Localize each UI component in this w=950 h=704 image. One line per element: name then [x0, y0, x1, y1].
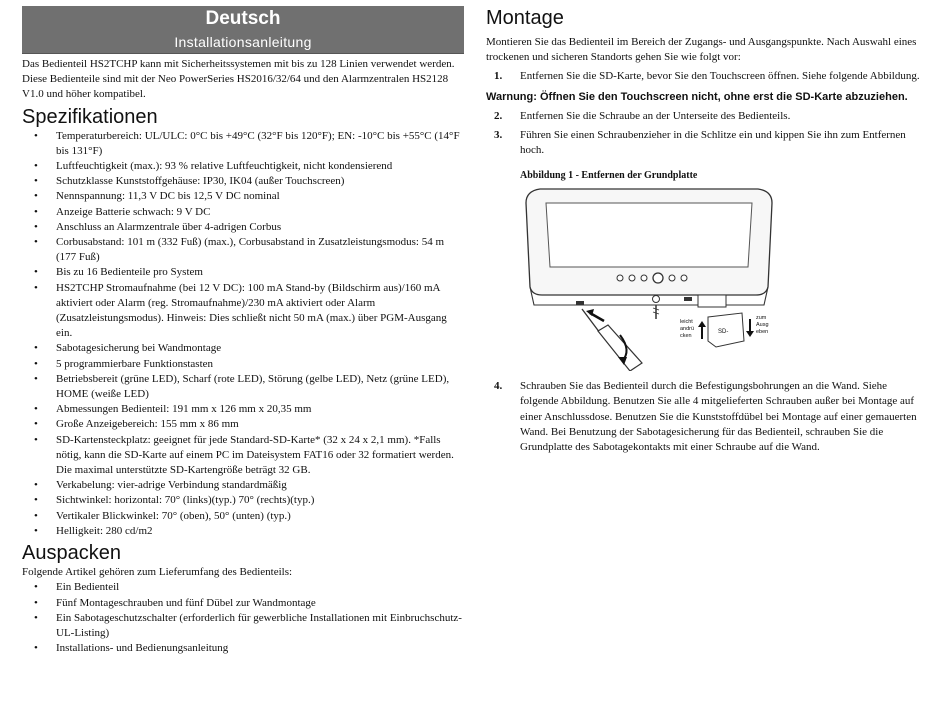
unpack-list	[22, 580, 464, 656]
banner-subtitle: Installationsanleitung	[174, 34, 312, 50]
step-number: 2.	[494, 109, 503, 122]
right-column	[486, 6, 926, 455]
step-number: 1.	[494, 70, 503, 83]
step-text: Schrauben Sie das Bedienteil durch die Befestigungsbohrungen an die Wand. Siehe folgende Abbildung. Benutzen Sie alle 4 mitgelieferten Schrauben außer bei Montage auf einer Anschlussdose. Benutzen Sie die Kunststoffdübel bei Montage auf einer gemauerten Wand. Bei Benutzung der Sabotagesicherung für das Bedienteil, schrauben Sie die Grundplatte des Sabotagekontakts mit einer Schraube auf die Wand.	[520, 380, 917, 454]
language-banner	[22, 6, 464, 54]
step-text: Entfernen Sie die Schraube an der Unterseite des Bedienteils.	[520, 109, 791, 122]
unpack-intro: Folgende Artikel gehören zum Lieferumfang des Bedienteils:	[22, 566, 293, 579]
warning-text: Warnung: Öffnen Sie den Touchscreen nicht, ohne erst die SD-Karte abzuziehen.	[486, 90, 908, 103]
unpack-heading: Auspacken	[22, 542, 121, 565]
spec-item: • Nennspannung: 11,3 V DC bis 12,5 V DC nominal	[34, 189, 464, 204]
eject-label: Ausg	[756, 322, 769, 329]
keypad-screen	[546, 203, 752, 267]
step-text: Entfernen Sie die SD-Karte, bevor Sie den Touchscreen öffnen. Siehe folgende Abbildung.	[520, 70, 920, 83]
mount-intro: Montieren Sie das Bedienteil im Bereich der Zugangs- und Ausgangspunkte. Nach Auswahl eines trockenen und sicheren Standorts gehen Sie wie folgt vor:	[486, 36, 917, 64]
eject-label: eben	[756, 329, 769, 336]
slot	[684, 297, 692, 301]
spec-item: • Abmessungen Bedienteil: 191 mm x 126 mm x 20,35 mm	[34, 402, 464, 417]
press-label: cken	[680, 333, 692, 340]
step-1	[486, 69, 926, 84]
spec-item: • Vertikaler Blickwinkel: 70° (oben), 50° (unten) (typ.)	[34, 509, 464, 524]
specs-list	[22, 129, 464, 539]
figure-caption: Abbildung 1 - Entfernen der Grundplatte	[520, 170, 698, 182]
step-3	[486, 128, 926, 158]
spec-item: • HS2TCHP Stromaufnahme (bei 12 V DC): 100 mA Stand-by (Bildschirm aus)/160 mA aktiviert oder Alarm (reg. Stromaufnahme)/230 mA aktiviert oder Alarm (Zusatzleistungsmodus). Hinweis: Dies schließt nicht 50 mA (max.) über PGM-Ausgang ein.	[34, 281, 464, 342]
intro-paragraph: Das Bedienteil HS2TCHP kann mit Sicherheitssystemen mit bis zu 128 Linien verwendet werden. Diese Bedienteile sind mit der Neo PowerSeries HS2016/32/64 und den Alarmzentralen HS2128 V1.0 und höher kompatibel.	[22, 58, 455, 101]
key-button	[681, 275, 687, 281]
spec-item: • Luftfeuchtigkeit (max.): 93 % relative Luftfeuchtigkeit, nicht kondensierend	[34, 159, 464, 174]
spec-item: • Anschluss an Alarmzentrale über 4-adrigen Corbus	[34, 220, 464, 235]
step-4	[486, 379, 926, 455]
step-number: 3.	[494, 128, 503, 141]
key-button	[669, 275, 675, 281]
step-2	[486, 109, 926, 124]
spec-item: • 5 programmierbare Funktionstasten	[34, 357, 464, 372]
key-button	[617, 275, 623, 281]
press-label: leicht	[680, 319, 693, 326]
spec-item: • Sichtwinkel: horizontal: 70° (links)(typ.) 70° (rechts)(typ.)	[34, 493, 464, 508]
spec-item: • Sabotagesicherung bei Wandmontage	[34, 341, 464, 356]
spec-item: • Schutzklasse Kunststoffgehäuse: IP30, IK04 (außer Touchscreen)	[34, 174, 464, 189]
mount-heading: Montage	[486, 7, 564, 29]
unpack-item: • Fünf Montageschrauben und fünf Dübel zur Wandmontage	[34, 596, 464, 611]
unpack-item: • Ein Bedienteil	[34, 580, 464, 595]
mount-steps	[486, 69, 926, 84]
banner-title: Deutsch	[205, 8, 281, 29]
spec-item: • Betriebsbereit (grüne LED), Scharf (rote LED), Störung (gelbe LED), Netz (grüne LED), HOME (weiße LED)	[34, 372, 464, 402]
keypad-removal-figure	[520, 185, 782, 371]
unpack-item: • Installations- und Bedienungsanleitung	[34, 641, 464, 656]
spec-item: • Große Anzeigebereich: 155 mm x 86 mm	[34, 417, 464, 432]
mount-steps-cont	[486, 109, 926, 159]
press-label: andrü	[680, 326, 695, 333]
key-button	[629, 275, 635, 281]
spec-item: • Temperaturbereich: UL/ULC: 0°C bis +49°C (32°F bis 120°F); EN: -10°C bis +55°C (14°F bis 131°F)	[34, 129, 464, 159]
screwdriver-icon	[582, 309, 642, 371]
arrow-down-icon	[746, 331, 754, 337]
slot	[576, 301, 584, 305]
spec-item: • SD-Kartensteckplatz: geeignet für jede Standard-SD-Karte* (32 x 24 x 2,1 mm). *Falls nötig, kann die SD-Karte auf einem PC im Dateisystem FAT16 oder 32 formatiert werden. Die maximal unterstützte SD-Kartengröße beträgt 32 GB.	[34, 433, 464, 479]
spec-item: • Anzeige Batterie schwach: 9 V DC	[34, 205, 464, 220]
step-text: Führen Sie einen Schraubenzieher in die Schlitze ein und kippen Sie ihn zum Entfernen hoch.	[520, 128, 906, 157]
unpack-item: • Ein Sabotageschutzschalter (erforderlich für gewerbliche Installationen mit Einbruchschutz-UL-Listing)	[34, 611, 464, 641]
key-button	[641, 275, 647, 281]
sd-card-label: SD-	[718, 329, 729, 336]
left-column	[22, 6, 464, 656]
mount-steps-final	[486, 379, 926, 455]
screw-icon	[653, 296, 660, 320]
home-button	[653, 273, 663, 283]
spec-item: • Verkabelung: vier-adrige Verbindung standardmäßig	[34, 478, 464, 493]
sd-slot	[698, 295, 726, 307]
arrow-up-icon	[698, 321, 706, 327]
specs-heading: Spezifikationen	[22, 105, 158, 128]
step-number: 4.	[494, 380, 503, 393]
spec-item: • Bis zu 16 Bedienteile pro System	[34, 265, 464, 280]
eject-label: zum	[756, 315, 767, 322]
spec-item: • Corbusabstand: 101 m (332 Fuß) (max.), Corbusabstand in Zusatzleistungsmodus: 54 m (177 Fuß)	[34, 235, 464, 265]
spec-item: • Helligkeit: 280 cd/m2	[34, 524, 464, 539]
